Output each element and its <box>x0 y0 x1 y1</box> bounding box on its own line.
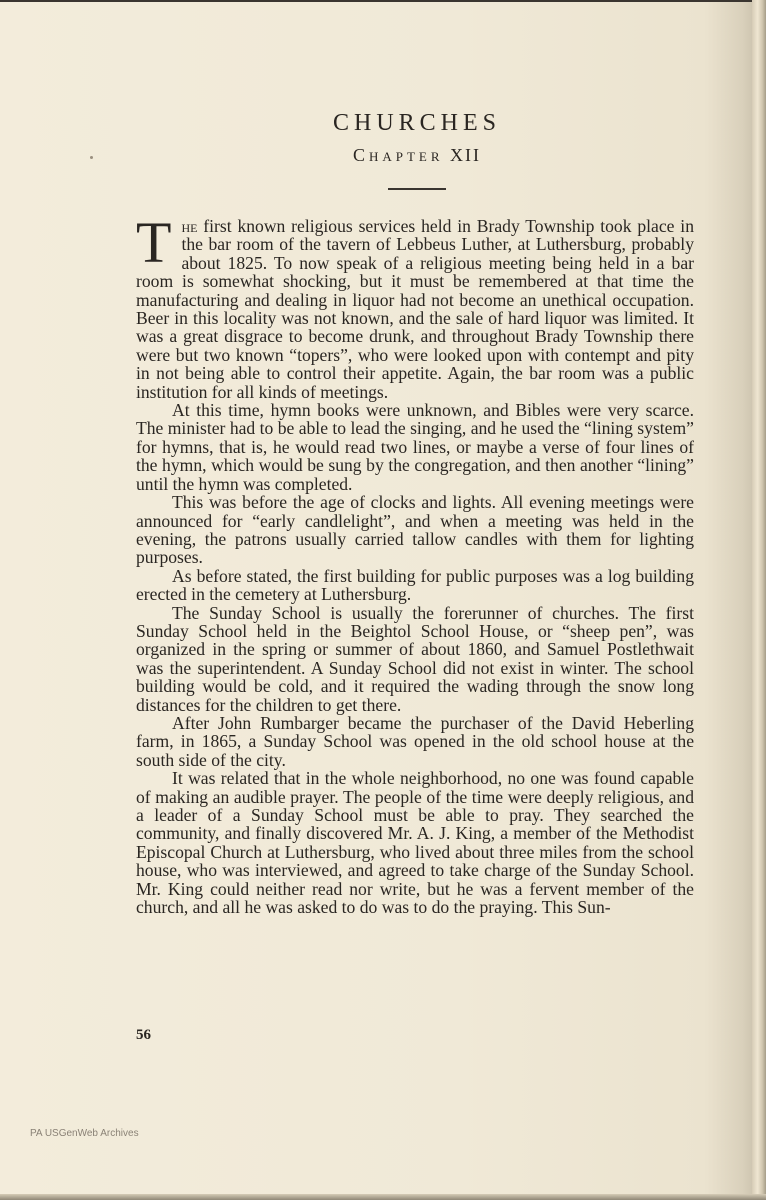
page-title: CHURCHES <box>332 110 502 136</box>
paragraph-6: After John Rumbarger became the purchaser of the David Heberling farm, in 1865, a Sunday School was opened in the old school house at the south side of the city. <box>136 712 694 770</box>
chapter-heading <box>0 145 766 166</box>
title-divider <box>388 188 446 190</box>
page-right-edge <box>752 0 766 1200</box>
paragraph-1-text: first known religious services held in Brady Township took place in the bar room of the tavern of Lebbeus Luther, at Luthersburg, probably about 1825. To now speak of a religious meeting being held in a bar room is somewhat shocking, but it must be remembered at that time the manufacturing and dealing in liquor had not become an unethical occupation. Beer in this locality was not known, and the sale of hard liquor was limited. It was a great disgrace to become drunk, and throughout Brady Township there were but two known “topers”, who were looked upon with contempt and pity in not being able to control their appetite. Again, the bar room was a public institution for all kinds of meetings. <box>136 216 694 402</box>
paragraph-1 <box>136 210 694 402</box>
page-top-edge <box>0 0 766 2</box>
chapter-body <box>136 210 694 918</box>
paragraph-5: The Sunday School is usually the forerunner of churches. The first Sunday School held in the Beightol School House, or “sheep pen”, was organized in the spring or summer of about 1860, and Samuel Postlethwait was the superintendent. A Sunday School did not exist in winter. The school building would be cold, and it required the wading through the snow long distances for the children to get there. <box>136 602 694 715</box>
archive-watermark: PA USGenWeb Archives <box>30 1128 139 1139</box>
page-bottom-edge <box>0 1194 766 1200</box>
paragraph-2: At this time, hymn books were unknown, and Bibles were very scarce. The minister had to be able to lead the singing, and he used the “lining system” for hymns, that is, he would read two lines, or maybe a verse of four lines of the hymn, which would be sung by the congregation, and then another “lining” until the hymn was completed. <box>136 400 694 494</box>
chapter-number: XII <box>450 145 482 165</box>
paragraph-4: As before stated, the first building for public purposes was a log building erected in the cemetery at Luthersburg. <box>136 565 694 605</box>
paragraph-7: It was related that in the whole neighborhood, no one was found capable of making an audible prayer. The people of the time were deeply religious, and a leader of a Sunday School must be able to pray. They searched the community, and finally discovered Mr. A. J. King, a member of the Methodist Episcopal Church at Luthersburg, who lived about three miles from the school house, who was interviewed, and agreed to take charge of the Sunday School. Mr. King could neither read nor write, but he was a fervent member of the church, and all he was asked to do was to do the praying. This Sun- <box>136 768 694 918</box>
chapter-word: Chapter <box>352 145 444 165</box>
drop-cap: T <box>136 210 172 275</box>
paragraph-3: This was before the age of clocks and lights. All evening meetings were announced for “early candlelight”, and when a meeting was held in the evening, the patrons usually carried tallow candles with them for lighting purposes. <box>136 492 694 568</box>
page-number: 56 <box>136 1027 151 1043</box>
lead-in-smallcaps: he <box>181 216 198 236</box>
